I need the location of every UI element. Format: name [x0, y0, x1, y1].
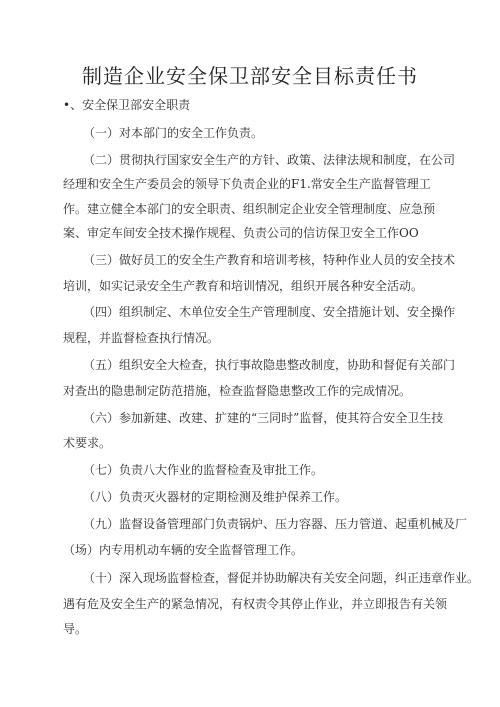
paragraph-line: （场）内专用机动车辆的安全监督管理工作。: [63, 543, 304, 557]
paragraph-line: （九）监督设备管理部门负责锅炉、压力容器、压力管道、起重机械及厂: [83, 517, 468, 531]
paragraph-line: （一）对本部门的安全工作负责。: [83, 126, 264, 140]
paragraph-line: 经理和安全生产委员会的领导下负责企业的F1.常安全生产监督管理工: [63, 177, 431, 191]
paragraph-line: 规程，并监督检查执行情况。: [63, 331, 220, 345]
paragraph-line: （七）负责八大作业的监督检查及审批工作。: [83, 463, 324, 477]
section-heading: •、安全保卫部安全职责: [63, 98, 191, 112]
paragraph-line: 培训，如实记录安全生产教育和培训情况，组织开展各种安全活动。: [63, 279, 424, 293]
paragraph-line: 导。: [63, 622, 88, 636]
paragraph-line: 遇有危及安全生产的紧急情况，有权责令其停止作业，并立即报告有关领: [63, 597, 448, 611]
paragraph-line: 作。建立健全本部门的安全职责、组织制定企业安全管理制度、应急预: [63, 202, 436, 216]
paragraph-line: （八）负责灭火器材的定期检测及维护保养工作。: [83, 490, 348, 504]
paragraph-line: （二）贯彻执行国家安全生产的方针、政策、法律法规和制度，在公司: [83, 153, 456, 167]
paragraph-line: （十）深入现场监督检查，督促并协助解决有关安全问题，纠正违章作业。: [83, 571, 480, 585]
paragraph-line: 术要求。: [63, 436, 112, 450]
paragraph-line: （六）参加新建、改建、扩建的“三同时”监督，使其符合安全卫生技: [83, 411, 444, 425]
document-title: 制造企业安全保卫部安全目标责任书: [82, 64, 418, 88]
paragraph-line: （三）做好员工的安全生产教育和培训考核，特种作业人员的安全技术: [83, 253, 456, 267]
paragraph-line: 对查出的隐患制定防范措施，检查监督隐患整改工作的完成情况。: [63, 384, 412, 398]
paragraph-line: （五）组织安全大检查，执行事故隐患整改制度，协助和督促有关部门: [83, 358, 456, 372]
paragraph-line: 案、审定车间安全技术操作规程、负责公司的信访保卫安全工作OO: [63, 226, 419, 240]
paragraph-line: （四）组织制定、木单位安全生产管理制度、安全措施计划、安全操作: [83, 305, 456, 319]
